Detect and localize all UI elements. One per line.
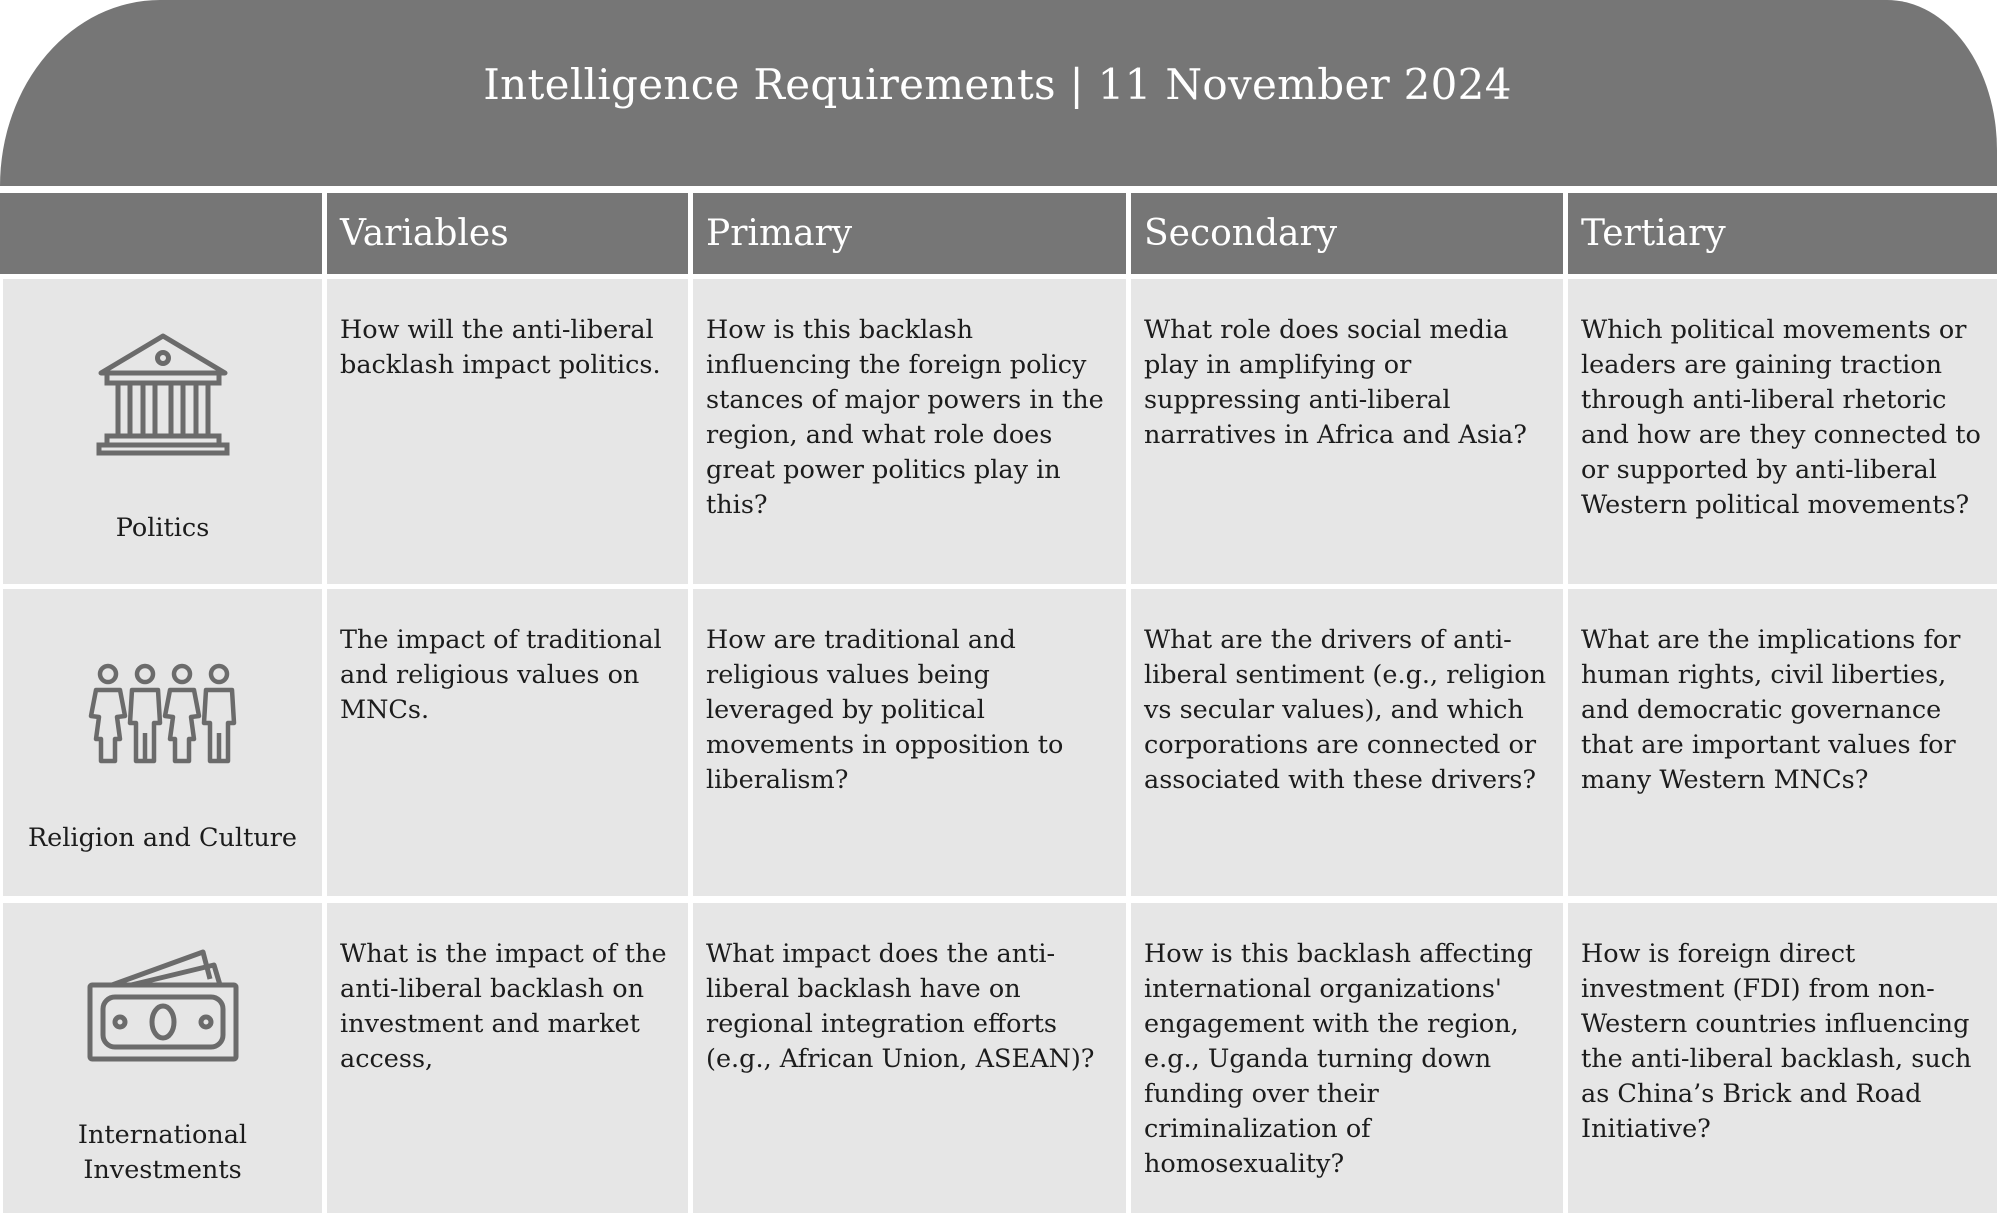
column-header-primary: Primary — [693, 193, 1126, 274]
cell-investments-primary: What impact does the anti-liberal backlash have on regional integration efforts (e.g., African Union, ASEAN)? — [693, 903, 1126, 1213]
row-header-politics — [3, 279, 322, 584]
cell-politics-variables: How will the anti-liberal backlash impact politics. — [327, 279, 688, 584]
cell-investments-secondary: How is this backlash affecting international organizations' engagement with the region, e.g., Uganda turning down funding over their criminalization of homosexuality? — [1131, 903, 1563, 1213]
government-building-icon — [3, 332, 322, 458]
column-header-blank — [0, 193, 322, 274]
row-label-religion-culture: Religion and Culture — [27, 823, 298, 853]
cell-politics-secondary: What role does social media play in amplifying or suppressing anti-liberal narratives in Africa and Asia? — [1131, 279, 1563, 584]
people-group-icon — [3, 661, 322, 765]
row-label-international-investments: International Investments — [77, 1120, 248, 1185]
cell-investments-tertiary: How is foreign direct investment (FDI) from non-Western countries influencing the anti-liberal backlash, such as China’s Brick and Road Initiative? — [1568, 903, 1997, 1213]
cell-religion-variables: The impact of traditional and religious values on MNCs. — [327, 589, 688, 896]
money-banknote-icon — [3, 949, 322, 1063]
row-header-religion-culture — [3, 589, 322, 896]
cell-politics-tertiary: Which political movements or leaders are gaining traction through anti-liberal rhetoric and how are they connected to or supported by anti-liberal Western political movements? — [1568, 279, 1997, 584]
cell-religion-tertiary: What are the implications for human rights, civil liberties, and democratic governance that are important values for many Western MNCs? — [1568, 589, 1997, 896]
column-header-variables: Variables — [327, 193, 688, 274]
cell-religion-primary: How are traditional and religious values being leveraged by political movements in opposition to liberalism? — [693, 589, 1126, 896]
column-header-tertiary: Tertiary — [1568, 193, 1997, 274]
cell-investments-variables: What is the impact of the anti-liberal backlash on investment and market access, — [327, 903, 688, 1213]
cell-religion-secondary: What are the drivers of anti-liberal sentiment (e.g., religion vs secular values), and which corporations are connected or associated with these drivers? — [1131, 589, 1563, 896]
row-header-international-investments — [3, 903, 322, 1213]
row-label-politics: Politics — [115, 513, 210, 543]
cell-politics-primary: How is this backlash influencing the foreign policy stances of major powers in the region, and what role does great power politics play in this? — [693, 279, 1126, 584]
page-title: Intelligence Requirements | 11 November 2024 — [483, 59, 1512, 109]
column-header-secondary: Secondary — [1131, 193, 1563, 274]
title-banner — [0, 0, 1997, 186]
